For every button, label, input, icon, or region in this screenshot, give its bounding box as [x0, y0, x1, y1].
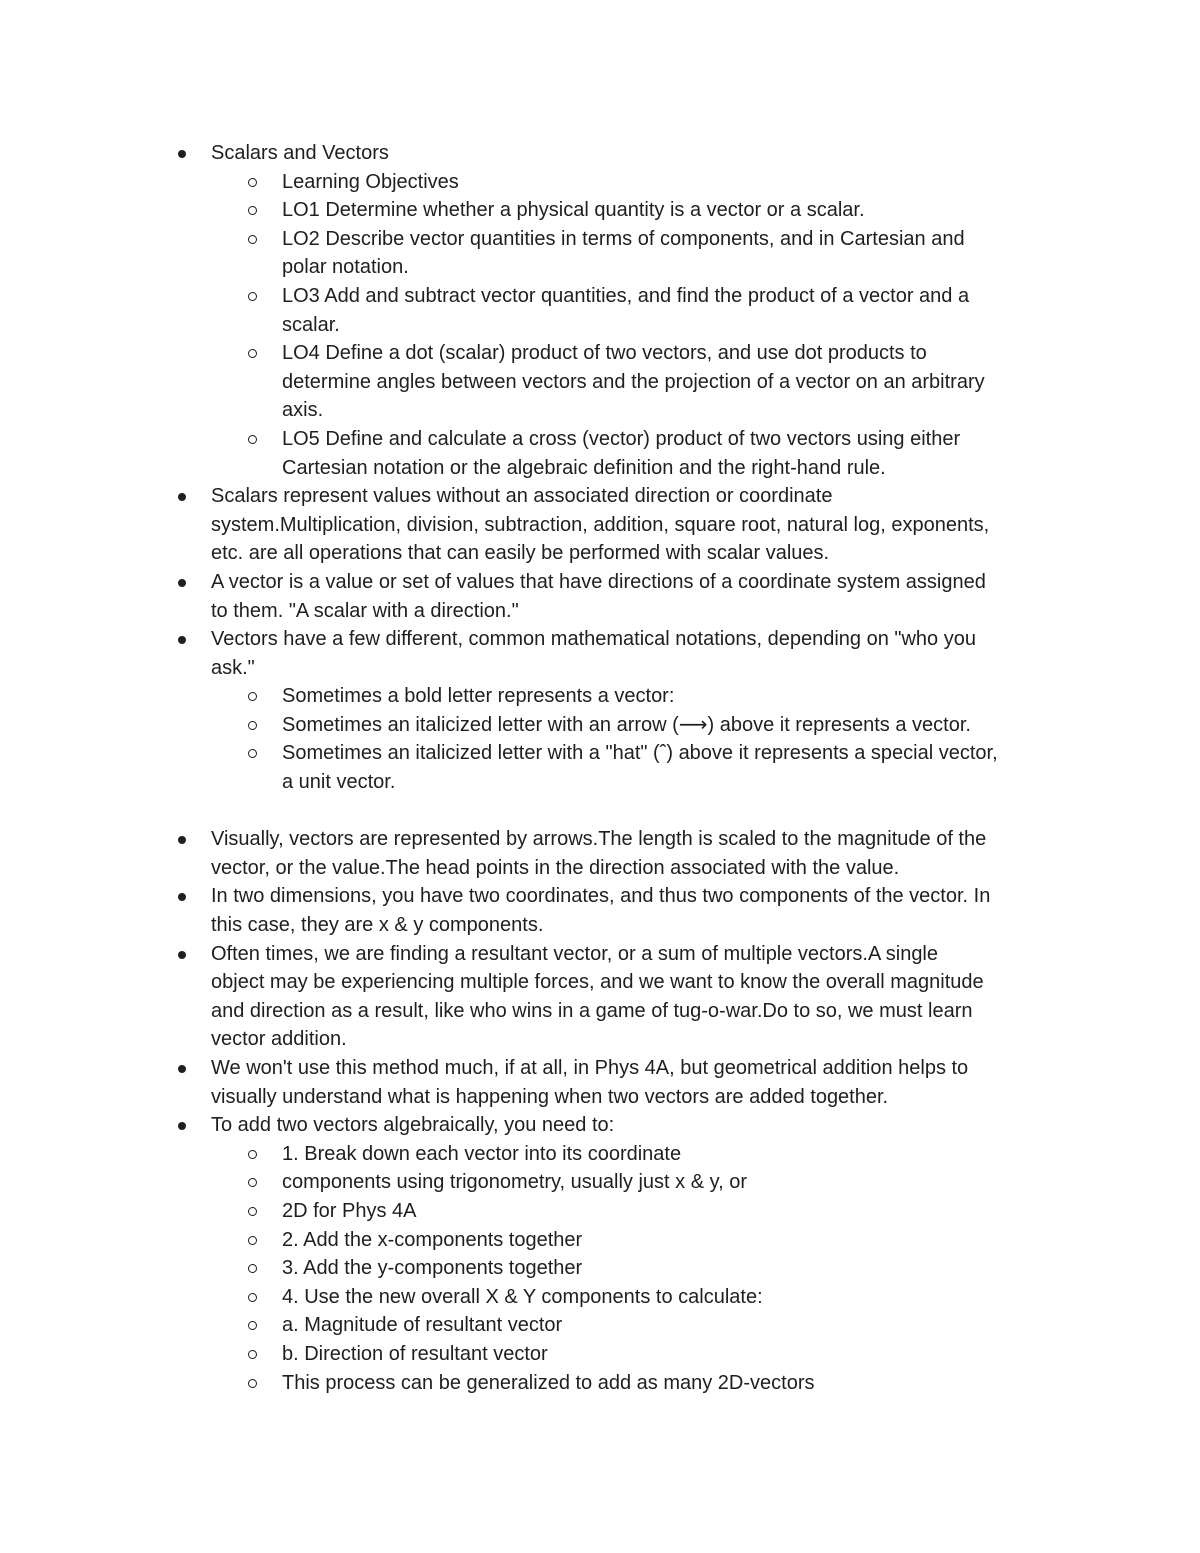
list-item-text: determine angles between vectors and the projection of a vector on an arbitrary [282, 370, 985, 393]
list-item-text: vector, or the value.The head points in the direction associated with the value. [211, 856, 900, 879]
sub-list-item [0, 1197, 1200, 1226]
sub-list-item [0, 1254, 1200, 1283]
list-item-text: Learning Objectives [282, 170, 459, 193]
sub-list-item [0, 368, 1200, 397]
sub-list-item [0, 1283, 1200, 1312]
sub-list-item [0, 168, 1200, 197]
list-item-text: Scalars represent values without an associated direction or coordinate [211, 485, 833, 508]
sub-list-item [0, 1369, 1200, 1398]
list-item [0, 139, 1200, 168]
sub-list-item [0, 1311, 1200, 1340]
list-item [0, 882, 1200, 911]
hollow-bullet-icon [248, 292, 257, 301]
hollow-bullet-icon [248, 1350, 257, 1359]
list-item-text: LO4 Define a dot (scalar) product of two vectors, and use dot products to [282, 342, 927, 365]
sub-list-item [0, 311, 1200, 340]
hollow-bullet-icon [248, 1236, 257, 1245]
list-item-text: Sometimes an italicized letter with an arrow (⟶) above it represents a vector. [282, 713, 971, 736]
list-item [0, 482, 1200, 511]
list-item-text: ask." [211, 656, 255, 679]
list-item-text: scalar. [282, 313, 340, 336]
hollow-bullet-icon [248, 435, 257, 444]
list-item-text: Vectors have a few different, common mathematical notations, depending on "who you [211, 628, 976, 651]
list-item-text: We won't use this method much, if at all, in Phys 4A, but geometrical addition helps to [211, 1057, 969, 1079]
list-item [0, 854, 1200, 883]
sub-list-item [0, 1140, 1200, 1169]
list-item-text: 4. Use the new overall X & Y components to calculate: [282, 1285, 763, 1308]
list-item-text: LO1 Determine whether a physical quantity is a vector or a scalar. [282, 199, 865, 222]
hollow-bullet-icon [248, 1264, 257, 1273]
list-item-text: Scalars and Vectors [211, 142, 389, 164]
sub-list-item [0, 339, 1200, 368]
hollow-bullet-icon [248, 1293, 257, 1302]
list-item [0, 1111, 1200, 1140]
list-item-text: and direction as a result, like who wins in a game of tug-o-war.Do to so, we must learn [211, 999, 973, 1022]
list-item-text: 3. Add the y-components together [282, 1257, 583, 1280]
list-item-text: axis. [282, 399, 324, 422]
hollow-bullet-icon [248, 692, 257, 701]
filled-bullet-icon [178, 1065, 186, 1073]
filled-bullet-icon [178, 1122, 186, 1130]
sub-list-item [0, 768, 1200, 797]
list-item-text: a. Magnitude of resultant vector [282, 1314, 563, 1337]
hollow-bullet-icon [248, 1321, 257, 1330]
filled-bullet-icon [178, 493, 186, 501]
hollow-bullet-icon [248, 178, 257, 187]
list-item-text: This process can be generalized to add as many 2D-vectors [282, 1371, 815, 1394]
list-item-text: To add two vectors algebraically, you need to: [211, 1114, 615, 1137]
list-item [0, 625, 1200, 654]
list-item-text: 2. Add the x-components together [282, 1228, 583, 1251]
hollow-bullet-icon [248, 206, 257, 215]
list-item [0, 825, 1200, 854]
blank-line [0, 797, 1200, 826]
sub-list-item [0, 282, 1200, 311]
list-item-text: A vector is a value or set of values that have directions of a coordinate system assigned [211, 570, 986, 593]
list-item-text: a unit vector. [282, 771, 396, 794]
list-item-text: to them. "A scalar with a direction." [211, 599, 519, 622]
list-item-text: 1. Break down each vector into its coordinate [282, 1142, 682, 1165]
sub-list-item [0, 711, 1200, 740]
list-item [0, 511, 1200, 540]
hollow-bullet-icon [248, 1207, 257, 1216]
list-item [0, 997, 1200, 1026]
hollow-bullet-icon [248, 349, 257, 358]
sub-list-item [0, 425, 1200, 454]
sub-list-item [0, 454, 1200, 483]
filled-bullet-icon [178, 836, 186, 844]
list-item-text: system.Multiplication, division, subtraction, addition, square root, natural log, exponents, [211, 513, 990, 536]
list-item-text: Sometimes a bold letter represents a vector: [282, 685, 675, 708]
sub-list-item [0, 739, 1200, 768]
filled-bullet-icon [178, 893, 186, 901]
list-item-text: polar notation. [282, 256, 409, 279]
list-item-text: object may be experiencing multiple forces, and we want to know the overall magnitude [211, 971, 984, 994]
sub-list-item [0, 225, 1200, 254]
list-item [0, 911, 1200, 940]
list-item-text: visually understand what is happening when two vectors are added together. [211, 1085, 889, 1108]
sub-list-item [0, 1168, 1200, 1197]
list-item-text: etc. are all operations that can easily be performed with scalar values. [211, 542, 830, 565]
list-item-text: Sometimes an italicized letter with a "hat" (ˆ) above it represents a special vector, [282, 742, 998, 765]
list-item-text: LO2 Describe vector quantities in terms of components, and in Cartesian and [282, 227, 965, 250]
hollow-bullet-icon [248, 235, 257, 244]
filled-bullet-icon [178, 150, 186, 158]
sub-list-item [0, 396, 1200, 425]
list-item-text: b. Direction of resultant vector [282, 1342, 548, 1365]
filled-bullet-icon [178, 951, 186, 959]
list-item [0, 940, 1200, 969]
sub-list-item [0, 196, 1200, 225]
list-item-text: LO5 Define and calculate a cross (vector) product of two vectors using either [282, 427, 961, 450]
list-item-text: Cartesian notation or the algebraic definition and the right-hand rule. [282, 456, 886, 479]
list-item-text: LO3 Add and subtract vector quantities, and find the product of a vector and a [282, 284, 970, 307]
list-item-text: this case, they are x & y components. [211, 914, 544, 937]
list-item-text: In two dimensions, you have two coordinates, and thus two components of the vector. In [211, 885, 991, 908]
hollow-bullet-icon [248, 1178, 257, 1187]
hollow-bullet-icon [248, 749, 257, 758]
list-item-text: components using trigonometry, usually just x & y, or [282, 1171, 748, 1194]
list-item [0, 1025, 1200, 1054]
filled-bullet-icon [178, 579, 186, 587]
sub-list-item [0, 253, 1200, 282]
filled-bullet-icon [178, 636, 186, 644]
list-item [0, 597, 1200, 626]
list-item-text: Visually, vectors are represented by arrows.The length is scaled to the magnitude of the [211, 828, 987, 851]
list-item [0, 1083, 1200, 1112]
hollow-bullet-icon [248, 1150, 257, 1159]
list-item [0, 539, 1200, 568]
list-item-text: vector addition. [211, 1028, 347, 1051]
list-item [0, 1054, 1200, 1083]
sub-list-item [0, 1226, 1200, 1255]
sub-list-item [0, 682, 1200, 711]
hollow-bullet-icon [248, 721, 257, 730]
hollow-bullet-icon [248, 1379, 257, 1388]
bulleted-list [0, 139, 1200, 1397]
list-item-text: Often times, we are finding a resultant vector, or a sum of multiple vectors.A single [211, 942, 939, 965]
list-item [0, 568, 1200, 597]
list-item [0, 654, 1200, 683]
sub-list-item [0, 1340, 1200, 1369]
list-item [0, 968, 1200, 997]
list-item-text: 2D for Phys 4A [282, 1199, 417, 1222]
